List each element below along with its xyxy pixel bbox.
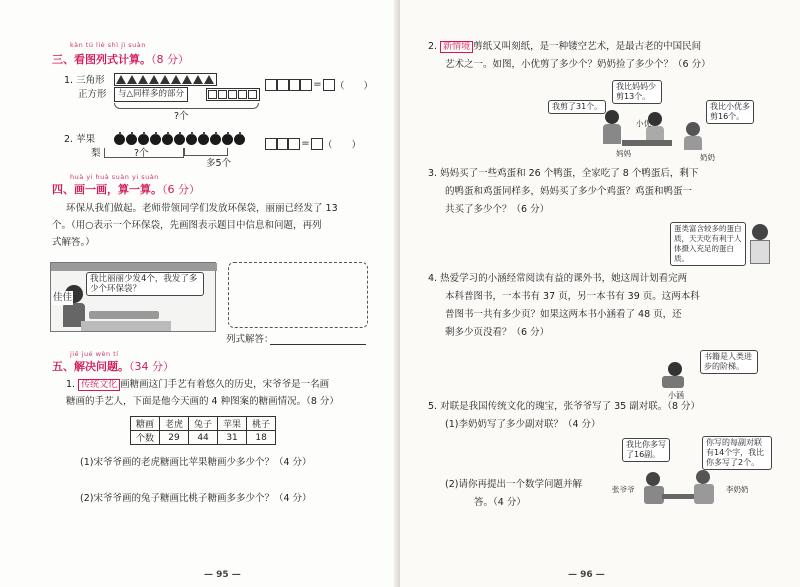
name-xiaohan: 小涵	[668, 391, 684, 400]
section3-pinyin: kàn tú liè shì jì suàn	[70, 41, 146, 49]
q3-line1	[428, 167, 698, 181]
name-grandpa-zhang: 张爷爷	[612, 485, 635, 494]
table-header-cell: 桃子	[247, 417, 276, 431]
page-number-right: — 96 —	[568, 570, 605, 580]
triangle-icon	[138, 75, 148, 84]
name-grandma-li: 李奶奶	[726, 485, 749, 494]
q1-compare-box: 与△同样多的部分	[114, 87, 188, 102]
q1-brace	[114, 103, 259, 109]
table-icon	[622, 140, 672, 146]
square-icon	[218, 90, 227, 99]
section4-line3: 式解答。）	[52, 237, 95, 248]
answer-box[interactable]	[277, 79, 289, 91]
grandpa-bubble: 我比你多写了16副。	[622, 438, 670, 462]
name-xiaoyou: 小优	[636, 119, 651, 128]
q2-line1-text: 剪纸又叫刻纸，是一种镂空艺术，是最古老的中国民间	[473, 41, 702, 52]
book-bubble: 书籍是人类进步的阶梯。	[700, 350, 758, 374]
apple-icon	[138, 134, 149, 145]
answer-box[interactable]	[288, 138, 300, 150]
q1-label-triangle: 1. 三角形	[64, 75, 105, 86]
q4-line1-text: 热爱学习的小涵经常阅读有益的课外书，她这周计划看完两	[440, 273, 688, 284]
answer-label: 列式解答：	[226, 334, 274, 345]
answer-box[interactable]	[265, 79, 277, 91]
answer-line[interactable]	[270, 335, 366, 345]
q4-line3: 普图书一共有多少页？如果这两本书小涵看了 48 页，还	[445, 309, 682, 320]
name-grandma: 奶奶	[700, 153, 715, 162]
triangle-row	[114, 73, 217, 86]
q2-label-pear: 梨	[91, 148, 101, 159]
page-number-left: — 95 —	[204, 570, 241, 580]
tag-new-scenario: 新情境	[440, 41, 473, 53]
q2-equation: = （ ）	[265, 133, 361, 153]
q1-label-square: 正方形	[78, 89, 107, 100]
table-header-row	[131, 417, 276, 431]
apple-icon	[186, 134, 197, 145]
q5-sub2-line1: (2)请你再提出一个数学问题并解	[445, 479, 582, 490]
q2-label-apple: 2. 苹果	[64, 134, 96, 145]
q5-1-sub1: (1)宋爷爷画的老虎糖画比苹果糖画少多少个？（4 分）	[80, 457, 312, 468]
q3-line3: 共买了多少个？（6 分）	[445, 204, 550, 215]
tag-traditional-culture: 传统文化	[78, 379, 120, 391]
table-row-label: 个数	[131, 431, 160, 445]
apple-row	[114, 134, 246, 145]
writing-table-icon	[662, 494, 694, 499]
q5-1-line1-text: 画糖画这门手艺有着悠久的历史，宋爷爷是一名画	[120, 379, 330, 390]
grandma-body-icon	[684, 136, 702, 150]
apple-icon	[126, 134, 137, 145]
section5-pinyin: jiě jué wèn tí	[70, 350, 119, 358]
name-mom: 妈妈	[616, 149, 631, 158]
q5-1-sub2: (2)宋爷爷画的兔子糖画比桃子糖画多多少个？（4 分）	[80, 493, 312, 504]
section3-title	[52, 51, 189, 67]
candy-table	[130, 416, 276, 445]
desk-icon	[81, 321, 171, 331]
answer-box[interactable]	[311, 138, 323, 150]
q5-1-line2: 糖画的手艺人，下面是他今天画的 4 种图案的糖画情况。（8 分）	[66, 396, 339, 407]
square-icon	[228, 90, 237, 99]
section3-points: （8 分）	[151, 53, 189, 66]
operator-box[interactable]	[277, 138, 288, 150]
table-cell: 18	[247, 431, 276, 445]
q5-line1-text: 对联是我国传统文化的瑰宝，张爷爷写了 35 副对联。（8 分）	[440, 401, 701, 412]
drawing-area[interactable]	[228, 262, 368, 328]
q5-sub1: (1)李奶奶写了多少副对联？（4 分）	[445, 419, 601, 430]
table-header-cell: 苹果	[218, 417, 247, 431]
bubble-grandma: 我比小优多剪16个。	[706, 100, 754, 124]
xiaohan-head-icon	[668, 362, 682, 376]
section5-title	[52, 358, 174, 374]
answer-box[interactable]	[265, 138, 277, 150]
speech-bubble: 我比丽丽少发4个，我发了多少个环保袋？	[86, 272, 204, 296]
square-icon	[208, 90, 217, 99]
table-header-cell: 兔子	[189, 417, 218, 431]
chef-head-icon	[752, 224, 768, 240]
grandma-li-head-icon	[696, 470, 710, 484]
apple-icon	[198, 134, 209, 145]
answer-box[interactable]	[300, 79, 312, 91]
window-frame	[51, 263, 217, 271]
apple-icon	[114, 134, 125, 145]
section4-title	[52, 181, 200, 197]
q1-question: ?个	[174, 111, 189, 122]
square-icon	[238, 90, 247, 99]
operator-box[interactable]	[289, 79, 300, 91]
q5-sub2-line2: 答。（4 分）	[474, 497, 526, 508]
unit-paren[interactable]: （ ）	[323, 140, 362, 151]
apple-icon	[210, 134, 221, 145]
triangle-icon	[193, 75, 203, 84]
q2-line1	[428, 40, 701, 54]
apple-icon	[234, 134, 245, 145]
triangle-icon	[127, 75, 137, 84]
triangle-icon	[182, 75, 192, 84]
grandma-li-body-icon	[694, 484, 714, 504]
section5-points: （34 分）	[129, 360, 174, 373]
table-cell: 29	[160, 431, 189, 445]
q5-line1	[428, 400, 700, 414]
grandma-head-icon	[686, 122, 700, 136]
grandpa-zhang-head-icon	[646, 472, 660, 486]
mom-head-icon	[605, 110, 619, 124]
square-row	[206, 88, 260, 101]
page-number-right-value: 96	[580, 570, 593, 580]
q3-line1-text: 妈妈买了一些鸡蛋和 26 个鸭蛋，全家吃了 8 个鸭蛋后，剩下	[440, 168, 699, 179]
chef-body-icon	[750, 240, 770, 264]
unit-paren[interactable]: （ ）	[335, 81, 374, 92]
table-row	[131, 431, 276, 445]
q3-number: 3.	[428, 168, 438, 179]
triangle-icon	[116, 75, 126, 84]
page-number-left-value: 95	[216, 570, 229, 580]
table-header-cell: 糖画	[131, 417, 160, 431]
bubble-mom: 我剪了31个。	[548, 100, 606, 114]
mom-body-icon	[603, 124, 621, 144]
section4-points: （6 分）	[162, 183, 200, 196]
triangle-icon	[171, 75, 181, 84]
section4-line1: 环保从我们做起。老师带领同学们发放环保袋，丽丽已经发了 13	[66, 203, 338, 214]
triangle-icon	[160, 75, 170, 84]
q2-more: 多5个	[206, 158, 232, 169]
bubble-xiaoyou: 我比妈妈少剪13个。	[612, 80, 662, 104]
q4-line2: 本科普图书，一本书有 37 页，另一本书有 39 页。这两本科	[445, 291, 700, 302]
more-bracket	[184, 148, 228, 156]
q5-number: 5.	[428, 401, 438, 412]
q5-1-line1: 1. 传统文化 画糖画这门手艺有着悠久的历史，宋爷爷是一名画	[66, 379, 330, 390]
table-cell: 31	[218, 431, 247, 445]
section4-pinyin: huà yi huà suàn yi suàn	[70, 173, 159, 181]
apple-icon	[150, 134, 161, 145]
grandpa-zhang-body-icon	[644, 486, 664, 504]
q3-line2: 的鸭蛋和鸡蛋同样多，妈妈买了多少个鸡蛋？鸡蛋和鸭蛋一	[445, 186, 693, 197]
square-icon	[248, 90, 257, 99]
q2-number: 2.	[428, 41, 438, 52]
right-page	[400, 0, 800, 587]
q4-line1	[428, 272, 687, 286]
q2-question: ?个	[134, 148, 149, 159]
section5-title-text: 五、解决问题。	[52, 360, 129, 373]
section4-title-text: 四、画一画，算一算。	[52, 183, 162, 196]
q4-number: 4.	[428, 273, 438, 284]
speaker-name: 佳佳	[53, 292, 73, 303]
section3-title-text: 三、看图列式计算。	[52, 53, 151, 66]
grandma-li-bubble: 你写的每副对联有14个字，我比你多写了2个。	[702, 436, 772, 470]
xiaohan-body-icon	[662, 376, 684, 388]
q2-line2: 艺术之一。如图，小优剪了多少个？奶奶捡了多少个？（6 分）	[445, 59, 711, 70]
nutrition-bubble: 蛋类富含较多的蛋白质，天天吃有利于人体摄入充足的蛋白质。	[670, 222, 746, 266]
triangle-icon	[204, 75, 214, 84]
apple-icon	[162, 134, 173, 145]
bag-pile-icon	[89, 311, 159, 319]
table-cell: 44	[189, 431, 218, 445]
apple-icon	[174, 134, 185, 145]
table-header-cell: 老虎	[160, 417, 189, 431]
section4-line2: 个。（用○表示一个环保袋，先画图表示题目中信息和问题，再列	[52, 220, 322, 231]
q4-line4: 剩多少页没看？（6 分）	[445, 327, 550, 338]
triangle-icon	[149, 75, 159, 84]
q1-equation: = （ ）	[265, 74, 373, 94]
apple-icon	[222, 134, 233, 145]
answer-box[interactable]	[323, 79, 335, 91]
